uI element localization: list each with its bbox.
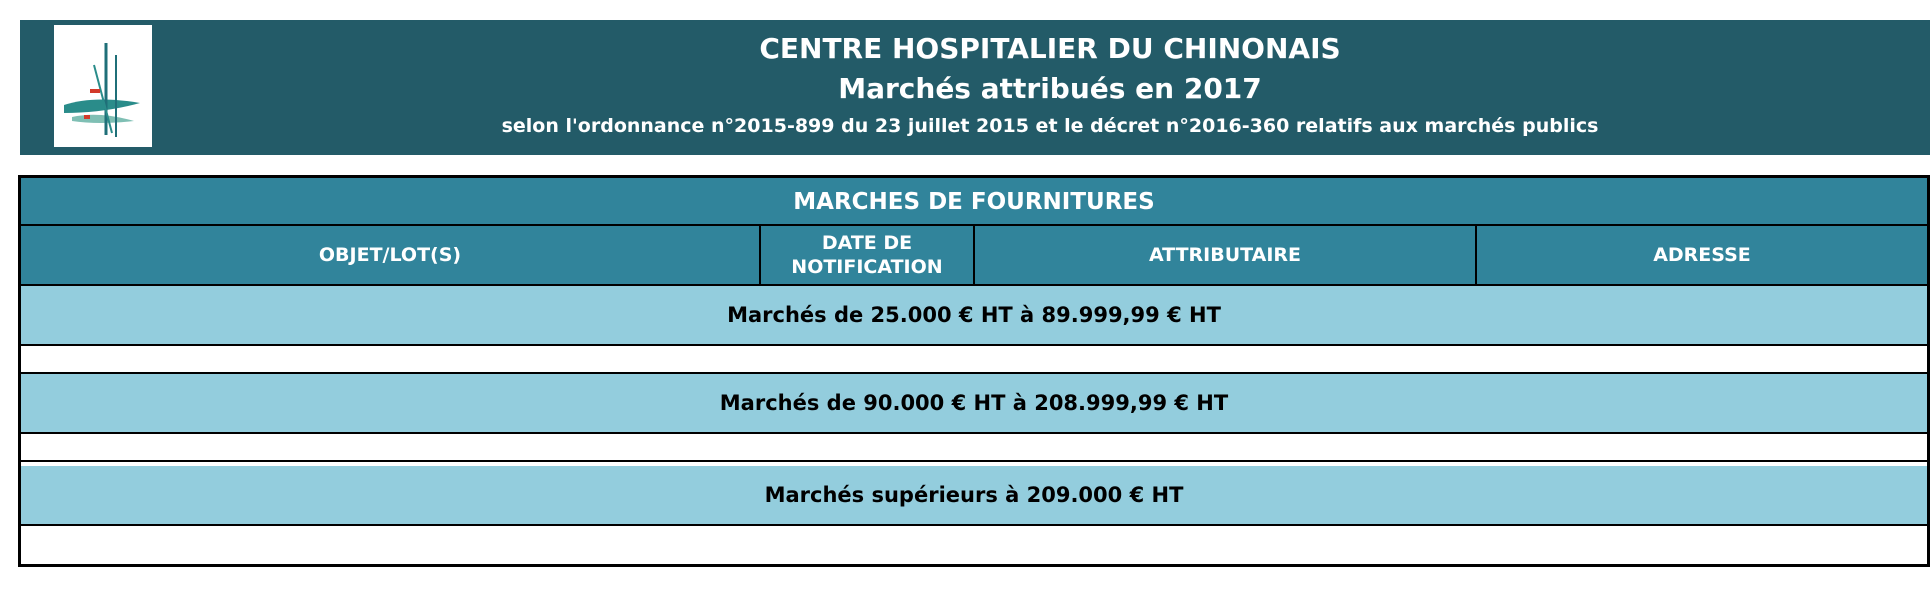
column-header-adresse-label: ADRESSE: [1653, 244, 1751, 266]
column-header-date-line1: DATE DE: [821, 232, 913, 254]
column-header-date-line2: NOTIFICATION: [791, 256, 943, 278]
legal-basis: selon l'ordonnance n°2015-899 du 23 juillet 2015 et le décret n°2016-360 relatifs aux marchés publics: [501, 115, 1599, 137]
column-header-adresse: [1477, 226, 1927, 284]
section-title: MARCHES DE FOURNITURES: [21, 178, 1927, 226]
threshold-band-209000: Marchés supérieurs à 209.000 € HT: [21, 466, 1927, 526]
empty-row: [21, 526, 1927, 554]
column-header-row: [21, 226, 1927, 286]
column-header-objet-label: OBJET/LOT(S): [318, 244, 462, 266]
threshold-band-90000: Marchés de 90.000 € HT à 208.999,99 € HT: [21, 374, 1927, 434]
hospital-logo-icon: [54, 25, 152, 147]
page-subtitle: Marchés attribués en 2017: [838, 72, 1262, 105]
threshold-band-25000: Marchés de 25.000 € HT à 89.999,99 € HT: [21, 286, 1927, 346]
column-header-attributaire-label: ATTRIBUTAIRE: [1148, 244, 1302, 266]
empty-row: [21, 346, 1927, 374]
header-banner: [20, 20, 1930, 155]
empty-row: [21, 434, 1927, 462]
column-header-objet: [21, 226, 761, 284]
column-header-date: [761, 226, 975, 284]
contracts-table: [18, 175, 1930, 567]
hospital-logo: [54, 25, 152, 147]
page-title: CENTRE HOSPITALIER DU CHINONAIS: [759, 32, 1341, 65]
column-header-attributaire: [975, 226, 1477, 284]
